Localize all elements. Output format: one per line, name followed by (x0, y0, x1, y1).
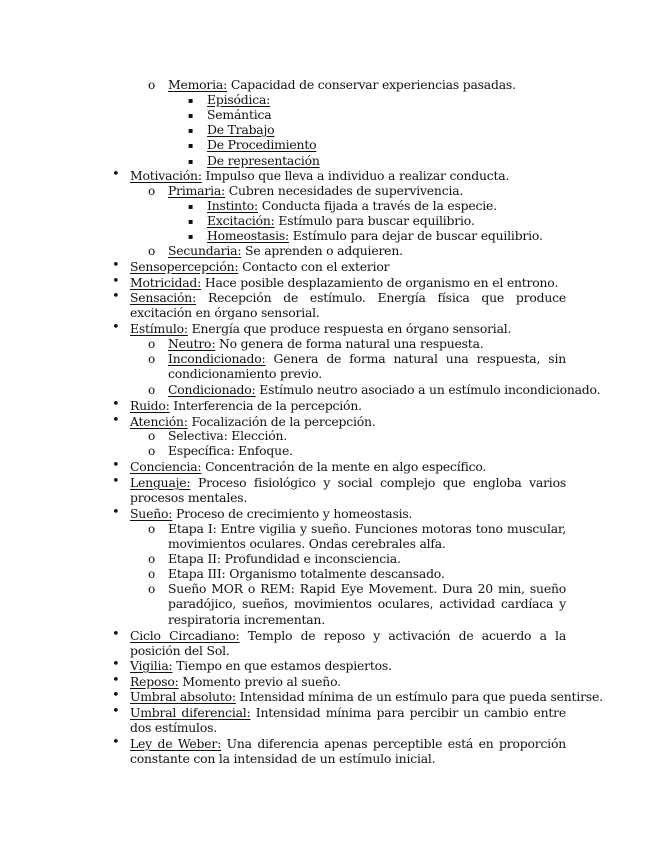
list-item (130, 705, 566, 736)
list-item (130, 506, 566, 521)
term: De representación (207, 153, 320, 168)
term: Episódica: (207, 92, 271, 107)
list-item (130, 259, 566, 274)
square-bullet-icon: ▪ (188, 126, 194, 135)
square-bullet-icon: ▪ (188, 96, 194, 105)
term: Secundaria: (168, 243, 242, 258)
bullet-icon: • (112, 657, 120, 672)
definition: Hace posible desplazamiento de organismo en el entrono. (201, 275, 559, 290)
definition: Estímulo para buscar equilibrio. (274, 213, 475, 228)
list-item (168, 243, 566, 258)
term: Lenguaje: (130, 475, 191, 490)
circle-bullet-icon: o (148, 429, 156, 443)
term: De Procedimiento (207, 137, 317, 152)
definition: No genera de forma natural una respuesta. (215, 336, 484, 351)
term: Ciclo Circadiano: (130, 628, 240, 643)
term: Neutro: (168, 336, 216, 351)
bullet-icon: • (112, 627, 120, 642)
bullet-icon: • (112, 704, 120, 719)
definition: Cubren necesidades de supervivencia. (225, 183, 464, 198)
definition: Estímulo neutro asociado a un estímulo incondicionado. (255, 382, 601, 397)
list-item (168, 183, 566, 198)
definition: Tiempo en que estamos despiertos. (172, 658, 392, 673)
term: Primaria: (168, 183, 226, 198)
list-item (130, 628, 566, 659)
term: Instinto: (207, 198, 258, 213)
definition: Etapa II: Profundidad e inconsciencia. (168, 551, 401, 566)
bullet-icon: • (112, 458, 120, 473)
list-item (130, 475, 566, 506)
list-item (207, 122, 566, 137)
term: Atención: (130, 414, 188, 429)
definition: Conducta fijada a través de la especie. (257, 198, 497, 213)
term: Ley de Weber: (130, 736, 222, 751)
bullet-icon: • (112, 474, 120, 489)
circle-bullet-icon: o (148, 567, 156, 581)
definition: Intensidad mínima de un estímulo para que pueda sentirse. (235, 689, 603, 704)
definition: Específica: Enfoque. (168, 443, 293, 458)
definition: Templo de reposo y activación de acuerdo a la posición del Sol. (130, 628, 567, 659)
list-item (130, 321, 566, 336)
list-item (207, 213, 566, 228)
definition: Selectiva: Elección. (168, 428, 288, 443)
definition: Se aprenden o adquieren. (241, 243, 403, 258)
term: Conciencia: (130, 459, 202, 474)
term: Reposo: (130, 674, 179, 689)
list-item (168, 351, 566, 382)
definition: Concentración de la mente en algo específico. (201, 459, 487, 474)
term: Umbral diferencial: (130, 705, 251, 720)
definition: Intensidad mínima para percibir un cambio entre dos estímulos. (130, 705, 566, 736)
term: De Trabajo (207, 122, 275, 137)
circle-bullet-icon: o (148, 352, 156, 366)
list-item (130, 658, 566, 673)
list-item (130, 168, 566, 183)
list-item (130, 459, 566, 474)
circle-bullet-icon: o (148, 337, 156, 351)
list-item (168, 566, 566, 581)
bullet-icon: • (112, 289, 120, 304)
bullet-icon: • (112, 167, 120, 182)
circle-bullet-icon: o (148, 444, 156, 458)
bullet-icon: • (112, 735, 120, 750)
definition: Recepción de estímulo. Energía física que produce excitación en órgano sensorial. (130, 290, 566, 321)
bullet-icon: • (112, 413, 120, 428)
square-bullet-icon: ▪ (188, 217, 194, 226)
definition: Momento previo al sueño. (178, 674, 341, 689)
list-item (168, 551, 566, 566)
bullet-icon: • (112, 688, 120, 703)
list-item (130, 674, 566, 689)
term: Sensopercepción: (130, 259, 239, 274)
list-item (130, 689, 603, 704)
list-item (130, 736, 566, 767)
definition: Contacto con el exterior (238, 259, 390, 274)
definition: Proceso fisiológico y social complejo que engloba varios procesos mentales. (130, 475, 566, 506)
list-item (168, 336, 566, 351)
circle-bullet-icon: o (148, 184, 156, 198)
term: Estímulo: (130, 321, 188, 336)
bullet-icon: • (112, 397, 120, 412)
term: Sueño: (130, 506, 173, 521)
list-item (168, 382, 601, 397)
square-bullet-icon: ▪ (188, 232, 194, 241)
definition: Interferencia de la percepción. (169, 398, 362, 413)
list-item (207, 107, 566, 122)
definition: Energía que produce respuesta en órgano sensorial. (187, 321, 512, 336)
term: Memoria: (168, 77, 228, 92)
term: Vigilia: (130, 658, 173, 673)
circle-bullet-icon: o (148, 383, 156, 397)
definition: Capacidad de conservar experiencias pasadas. (227, 77, 516, 92)
list-item (207, 137, 566, 152)
definition: Etapa I: Entre vigilia y sueño. Funciones motoras tono muscular, movimientos oculares. Ondas cerebrales alfa. (168, 521, 566, 552)
bullet-icon: • (112, 258, 120, 273)
list-item (207, 153, 566, 168)
list-item (207, 92, 566, 107)
list-item (168, 428, 566, 443)
circle-bullet-icon: o (148, 244, 156, 258)
square-bullet-icon: ▪ (188, 202, 194, 211)
bullet-icon: • (112, 274, 120, 289)
definition: Una diferencia apenas perceptible está en proporción constante con la intensidad de un estímulo inicial. (130, 736, 566, 767)
term: Sensación: (130, 290, 197, 305)
term: Ruido: (130, 398, 170, 413)
term: Homeostasis: (207, 228, 289, 243)
definition: Impulso que lleva a individuo a realizar conducta. (201, 168, 510, 183)
circle-bullet-icon: o (148, 552, 156, 566)
circle-bullet-icon: o (148, 522, 156, 536)
list-item (130, 290, 566, 321)
list-item (130, 398, 566, 413)
definition: Etapa III: Organismo totalmente descansado. (168, 566, 445, 581)
term: Condicionado: (168, 382, 256, 397)
square-bullet-icon: ▪ (188, 111, 194, 120)
definition: Proceso de crecimiento y homeostasis. (172, 506, 413, 521)
list-item (130, 275, 566, 290)
bullet-icon: • (112, 320, 120, 335)
term: Excitación: (207, 213, 275, 228)
list-item (168, 443, 566, 458)
list-item (168, 581, 566, 627)
term: Motricidad: (130, 275, 202, 290)
bullet-icon: • (112, 673, 120, 688)
square-bullet-icon: ▪ (188, 141, 194, 150)
definition: Focalización de la percepción. (187, 414, 376, 429)
term: Motivación: (130, 168, 202, 183)
term: Incondicionado: (168, 351, 266, 366)
term: Umbral absoluto: (130, 689, 236, 704)
list-item (207, 198, 566, 213)
circle-bullet-icon: o (148, 582, 156, 596)
square-bullet-icon: ▪ (188, 157, 194, 166)
circle-bullet-icon: o (148, 78, 156, 92)
list-item (168, 77, 566, 92)
definition: Estímulo para dejar de buscar equilibrio. (289, 228, 543, 243)
list-item (207, 228, 566, 243)
definition: Genera de forma natural una respuesta, sin condicionamiento previo. (168, 351, 566, 382)
definition: Sueño MOR o REM: Rapid Eye Movement. Dura 20 min, sueño paradójico, sueños, movimientos oculares, actividad cardíaca y respiratoria incrementan. (168, 581, 566, 627)
definition: Semántica (207, 107, 272, 122)
bullet-icon: • (112, 505, 120, 520)
list-item (168, 521, 566, 552)
